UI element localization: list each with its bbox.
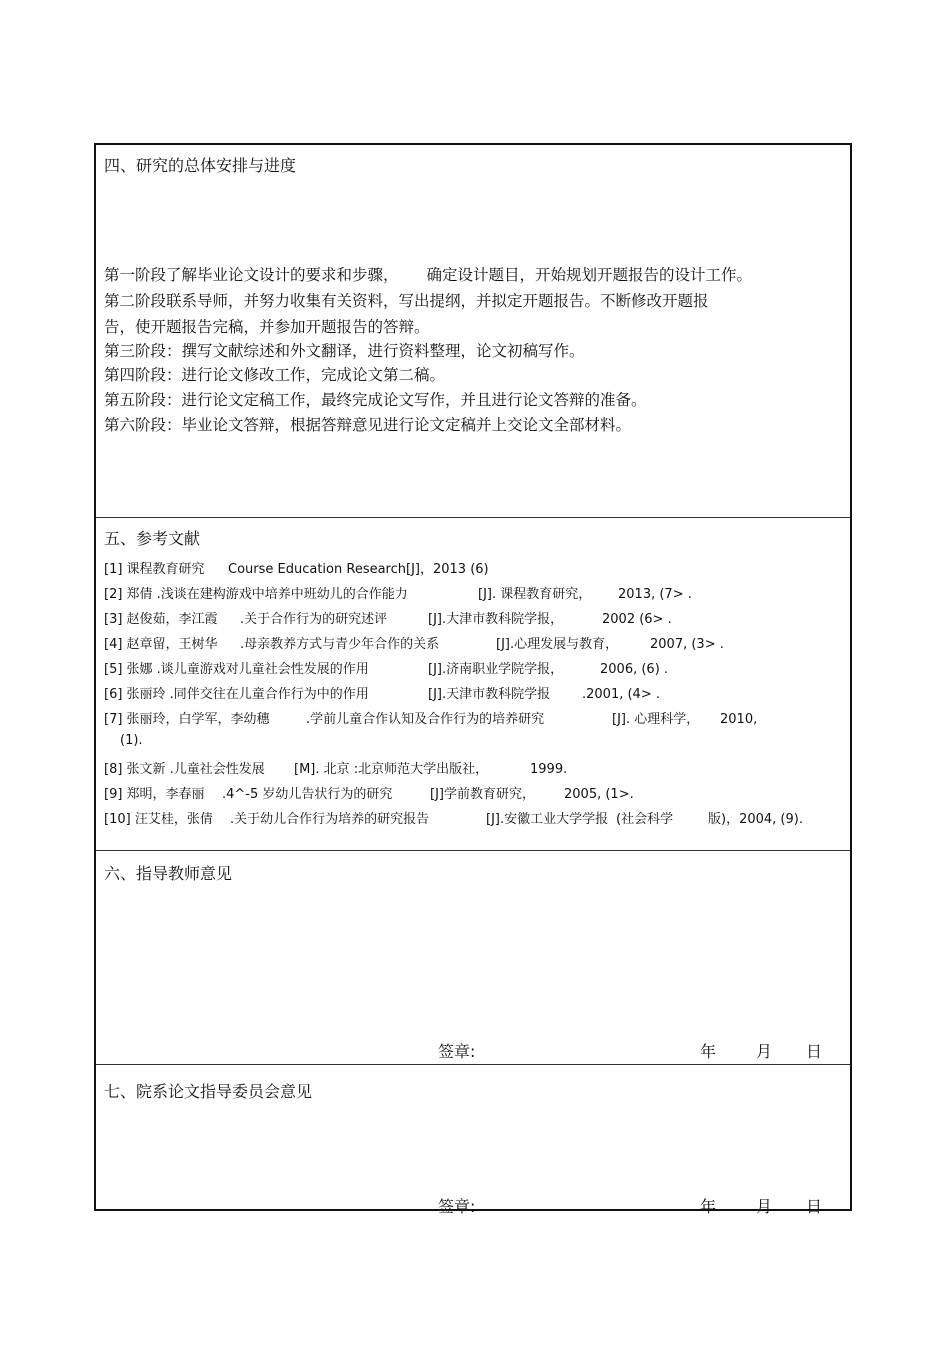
ref-part: 版)，2004, (9). (708, 812, 803, 827)
ref-part: 2010, (720, 712, 758, 727)
section-divider (96, 1064, 850, 1065)
date-month-label: 月 (756, 1197, 773, 1216)
ref-part: [1] 课程教育研究 (104, 562, 205, 577)
stage-line-5: 第四阶段：进行论文修改工作，完成论文第二稿。 (104, 366, 446, 384)
ref-part: [J].济南职业学院学报， (428, 662, 564, 677)
ref-part: 1999. (530, 762, 568, 777)
date-month-label: 月 (756, 1042, 773, 1061)
ref-part: [2] 郑倩 .浅谈在建构游戏中培养中班幼儿的合作能力 (104, 587, 408, 602)
date-day-label: 日 (806, 1197, 823, 1216)
ref-part: Course Education Research[J]，2013 (6) (228, 562, 489, 577)
section-divider (96, 517, 850, 518)
reference-item (104, 633, 724, 652)
signature-label: 签章: (438, 1042, 476, 1061)
ref-part: [J]. 课程教育研究， (478, 587, 592, 602)
ref-part: .2001, (4> . (582, 687, 660, 702)
ref-part: [4] 赵章留，王树华 (104, 637, 218, 652)
ref-part: (社会科学 (616, 812, 674, 827)
section-4-heading: 四、研究的总体安排与进度 (104, 156, 297, 175)
section-6-heading: 六、指导教师意见 (104, 864, 233, 883)
reference-item (104, 808, 803, 827)
ref-part: .关于合作行为的研究述评 (240, 612, 388, 627)
report-form-table (94, 143, 852, 1216)
ref-part: [10] 汪艾桂，张倩 (104, 812, 213, 827)
reference-item (104, 683, 660, 702)
ref-part: [3] 赵俊茹，李江霞 (104, 612, 218, 627)
signature-label: 签章: (438, 1197, 476, 1216)
ref-part: 2013, (7> . (618, 587, 692, 602)
reference-item (104, 608, 672, 627)
stage-text: 第一阶段了解毕业论文设计的要求和步骤， (104, 266, 399, 284)
ref-part: [J]学前教育研究， (430, 787, 535, 802)
ref-part: .学前儿童合作认知及合作行为的培养研究 (306, 712, 545, 727)
stage-line-4: 第三阶段：撰写文献综述和外文翻译，进行资料整理，论文初稿写作。 (104, 342, 585, 360)
ref-part: [M]. 北京 :北京师范大学出版社， (294, 762, 489, 777)
stage-line-7: 第六阶段：毕业论文答辩，根据答辩意见进行论文定稿并上交论文全部材料。 (104, 416, 632, 434)
ref-part: [6] 张丽玲 .同伴交往在儿童合作行为中的作用 (104, 687, 369, 702)
ref-part: 2005, (1>. (564, 787, 634, 802)
reference-item (104, 558, 489, 577)
reference-item (104, 658, 668, 677)
stage-line-3: 告，使开题报告完稿，并参加开题报告的答辩。 (104, 318, 430, 336)
ref-part: 2006, (6) . (600, 662, 669, 677)
reference-item (104, 783, 634, 802)
section-5-heading: 五、参考文献 (104, 529, 201, 548)
ref-part: [9] 郑明，李春丽 (104, 787, 205, 802)
section-divider (96, 850, 850, 851)
ref-part: [J].天津市教科院学报 (428, 687, 551, 702)
ref-part: [J].大津市教科院学报， (428, 612, 564, 627)
section-7-heading: 七、院系论文指导委员会意见 (104, 1082, 313, 1101)
ref-part: [8] 张文新 .儿童社会性发展 (104, 762, 265, 777)
stage-line-1 (104, 263, 752, 285)
date-day-label: 日 (806, 1042, 823, 1061)
ref-part: [J].心理发展与教育， (496, 637, 619, 652)
ref-part: .4^-5 岁幼儿告状行为的研究 (222, 787, 393, 802)
ref-part: [J]. 心理科学， (612, 712, 700, 727)
ref-part: [J].安徽工业大学学报 (486, 812, 609, 827)
reference-item (104, 758, 567, 777)
date-year-label: 年 (700, 1042, 717, 1061)
stage-line-6: 第五阶段：进行论文定稿工作，最终完成论文写作，并且进行论文答辩的准备。 (104, 391, 647, 409)
ref-part: [5] 张娜 .谈儿童游戏对儿童社会性发展的作用 (104, 662, 369, 677)
ref-part: [7] 张丽玲，白学军，李幼穗 (104, 712, 270, 727)
date-year-label: 年 (700, 1197, 717, 1216)
stage-text: 确定设计题目，开始规划开题报告的设计工作。 (426, 266, 753, 284)
ref-part: .关于幼儿合作行为培养的研究报告 (230, 812, 430, 827)
reference-item (104, 708, 757, 727)
reference-item-continuation: (1). (120, 733, 143, 748)
reference-item (104, 583, 692, 602)
ref-part: 2002 (6> . (602, 612, 672, 627)
ref-part: 2007, (3> . (650, 637, 724, 652)
ref-part: .母亲教养方式与青少年合作的关系 (240, 637, 440, 652)
stage-line-2: 第二阶段联系导师，并努力收集有关资料，写出提纲，并拟定开题报告。不断修改开题报 (104, 292, 709, 310)
